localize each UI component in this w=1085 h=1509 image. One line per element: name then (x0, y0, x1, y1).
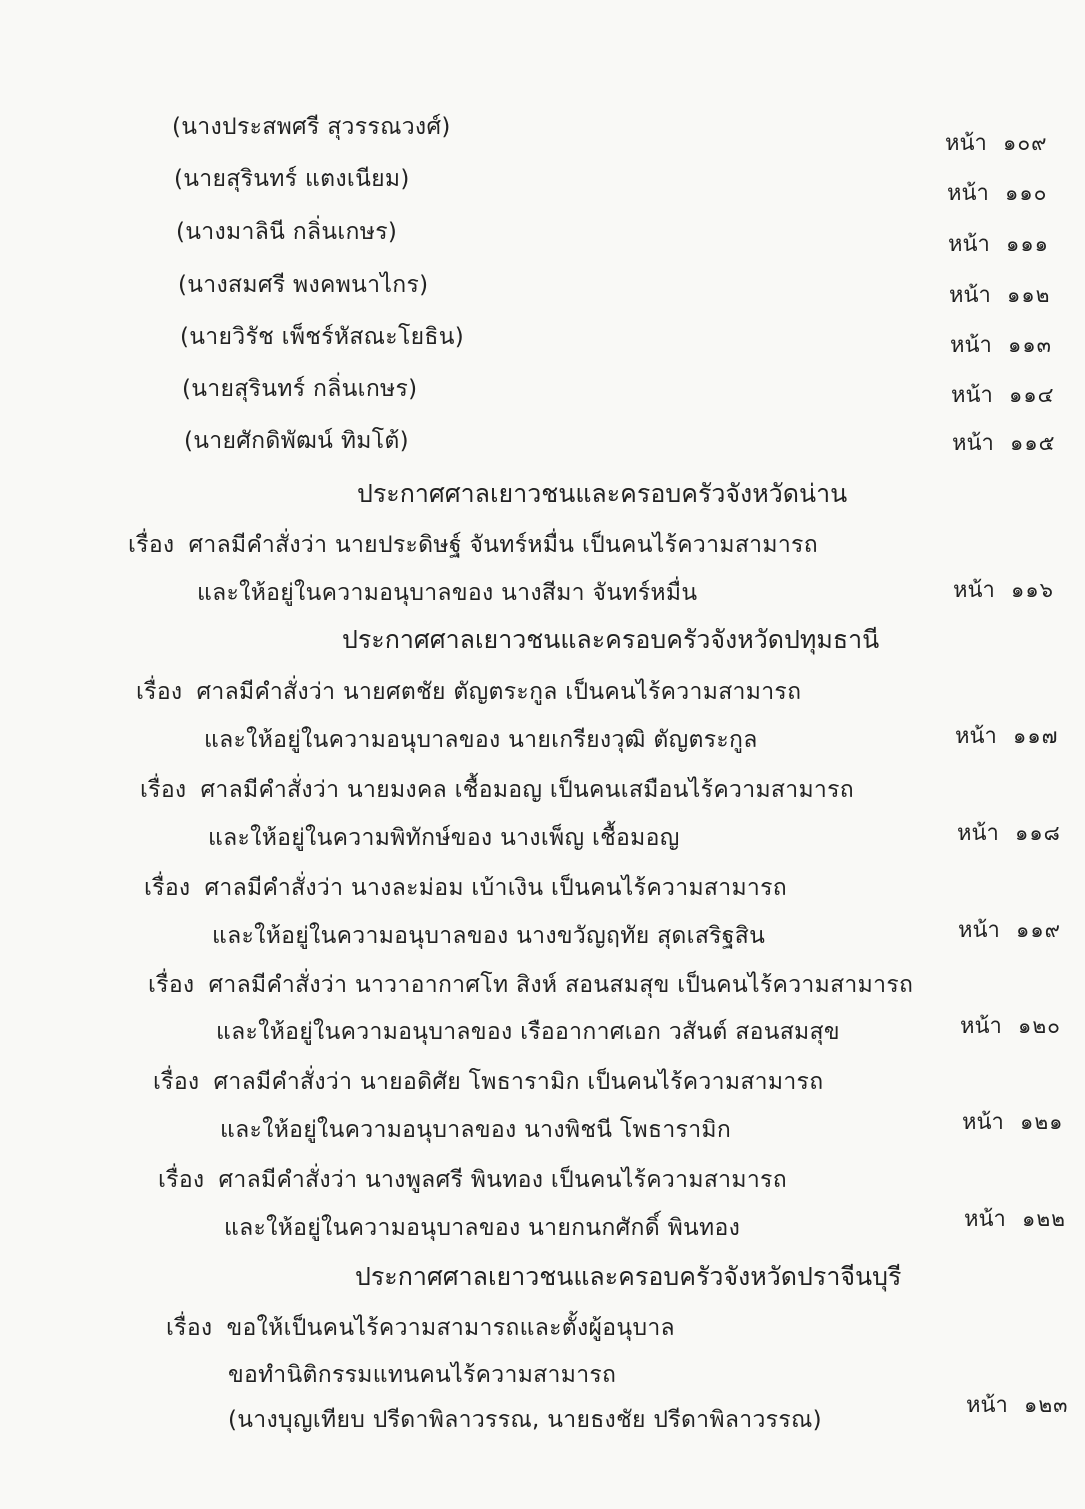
page-number: ๑๑๖ (1011, 578, 1054, 602)
page-number: ๑๑๕ (1010, 431, 1056, 455)
page-label: หน้า (962, 1110, 1004, 1135)
page-ref (951, 380, 1081, 411)
page-label: หน้า (960, 1014, 1002, 1039)
page-label: หน้า (949, 283, 991, 308)
page-label: หน้า (958, 918, 1000, 943)
name-line: (นายสุรินทร์ กลิ่นเกษร) (182, 376, 418, 402)
item-line1: ศาลมีคำสั่งว่า นายศตชัย ตัญตระกูล เป็นคนไร้ความสามารถ (196, 679, 802, 705)
page-number: ๑๐๙ (1003, 131, 1048, 155)
page-number: ๑๑๑ (1006, 232, 1049, 256)
item-keyword: เรื่อง (128, 532, 175, 558)
item-line (166, 1313, 675, 1343)
page-label: หน้า (951, 383, 993, 408)
item-line: และให้อยู่ในความอนุบาลของ นางขวัญฤทัย สุดเสริฐสิน (212, 923, 766, 949)
item-keyword: เรื่อง (153, 1069, 200, 1095)
item-line: และให้อยู่ในความอนุบาลของ เรืออากาศเอก วสันต์ สอนสมสุข (216, 1019, 840, 1045)
item-line (158, 1165, 787, 1195)
name-line: (นางสมศรี พงคพนาไกร) (178, 272, 429, 298)
item-line (128, 530, 818, 560)
page-ref (955, 721, 1085, 752)
section-header: ประกาศศาลเยาวชนและครอบครัวจังหวัดปราจีนบุรี (355, 1262, 902, 1291)
page-label: หน้า (955, 724, 997, 749)
page-ref (966, 1390, 1085, 1421)
item-line (140, 775, 854, 805)
item-line: และให้อยู่ในความพิทักษ์ของ นางเพ็ญ เชื้อมอญ (208, 825, 680, 851)
item-line (148, 970, 913, 1000)
section-header: ประกาศศาลเยาวชนและครอบครัวจังหวัดปทุมธานี (342, 625, 880, 654)
name-line: (นางมาลินี กลิ่นเกษร) (176, 219, 398, 245)
item-keyword: เรื่อง (148, 972, 195, 998)
item-line: และให้อยู่ในความอนุบาลของ นางสีมา จันทร์หมื่น (197, 580, 698, 606)
page-ref (957, 818, 1085, 849)
page-label: หน้า (952, 431, 994, 456)
page-number: ๑๑๓ (1008, 333, 1053, 357)
item-line (144, 873, 787, 903)
item-line: (นางบุญเทียบ ปรีดาพิลาวรรณ, นายธงชัย ปรีดาพิลาวรรณ) (228, 1407, 822, 1433)
page-label: หน้า (953, 578, 995, 603)
item-line1: ศาลมีคำสั่งว่า นางละม่อม เบ้าเงิน เป็นคนไร้ความสามารถ (204, 875, 788, 901)
page-ref (948, 229, 1078, 260)
item-line: และให้อยู่ในความอนุบาลของ นางพิชนี โพธารามิก (220, 1117, 732, 1143)
item-keyword: เรื่อง (140, 777, 187, 803)
item-line1: ศาลมีคำสั่งว่า นายประดิษฐ์ จันทร์หมื่น เป็นคนไร้ความสามารถ (188, 532, 818, 558)
page-number: ๑๒๓ (1024, 1393, 1069, 1417)
item-line1: ศาลมีคำสั่งว่า นางพูลศรี พินทอง เป็นคนไร้ความสามารถ (218, 1167, 787, 1193)
name-line: (นายศักดิพัฒน์ ทิมโต้) (184, 428, 409, 454)
name-line: (นายสุรินทร์ แตงเนียม) (174, 166, 410, 192)
section-header: ประกาศศาลเยาวชนและครอบครัวจังหวัดน่าน (357, 479, 848, 508)
page-ref (947, 178, 1077, 209)
page-number: ๑๒๐ (1018, 1014, 1061, 1038)
page-label: หน้า (964, 1207, 1006, 1232)
item-line (153, 1067, 823, 1097)
page-ref (964, 1204, 1085, 1235)
item-line: และให้อยู่ในความอนุบาลของ นายเกรียงวุฒิ ตัญตระกูล (204, 727, 758, 753)
item-line: ขอทำนิติกรรมแทนคนไร้ความสามารถ (228, 1362, 617, 1388)
item-line1: ศาลมีคำสั่งว่า นายมงคล เชื้อมอญ เป็นคนเสมือนไร้ความสามารถ (200, 777, 855, 803)
item-line1: ศาลมีคำสั่งว่า นายอดิศัย โพธารามิก เป็นคนไร้ความสามารถ (213, 1069, 824, 1095)
page-number: ๑๑๘ (1015, 821, 1061, 845)
page-label: หน้า (950, 333, 992, 358)
page-ref (952, 428, 1082, 459)
name-line: (นางประสพศรี สุวรรณวงศ์) (172, 114, 451, 140)
page-ref (958, 915, 1085, 946)
item-keyword: เรื่อง (166, 1315, 213, 1341)
item-keyword: เรื่อง (136, 679, 183, 705)
item-line1: ขอให้เป็นคนไร้ความสามารถและตั้งผู้อนุบาล (226, 1315, 675, 1341)
page-label: หน้า (966, 1393, 1008, 1418)
page-number: ๑๑๔ (1009, 383, 1055, 407)
name-line: (นายวิรัช เพ็ชร์หัสณะโยธิน) (180, 324, 465, 350)
page-label: หน้า (948, 232, 990, 257)
page-number: ๑๑๐ (1005, 181, 1048, 205)
page-label: หน้า (947, 181, 989, 206)
page-number: ๑๑๙ (1016, 918, 1062, 942)
page-number: ๑๒๒ (1022, 1207, 1067, 1231)
page-label: หน้า (957, 821, 999, 846)
item-keyword: เรื่อง (158, 1167, 205, 1193)
item-keyword: เรื่อง (144, 875, 191, 901)
page-number: ๑๒๑ (1020, 1110, 1064, 1134)
page-ref (953, 575, 1083, 606)
item-line1: ศาลมีคำสั่งว่า นาวาอากาศโท สิงห์ สอนสมสุข เป็นคนไร้ความสามารถ (208, 972, 914, 998)
page-number: ๑๑๒ (1007, 283, 1051, 307)
page-ref (960, 1011, 1085, 1042)
page-ref (950, 330, 1080, 361)
item-line (136, 677, 801, 707)
page-label: หน้า (945, 131, 987, 156)
page-number: ๑๑๗ (1013, 724, 1059, 748)
page-ref (945, 128, 1075, 159)
page-ref (949, 280, 1079, 311)
item-line: และให้อยู่ในความอนุบาลของ นายกนกศักดิ์ พินทอง (224, 1215, 741, 1241)
page-ref (962, 1107, 1085, 1138)
